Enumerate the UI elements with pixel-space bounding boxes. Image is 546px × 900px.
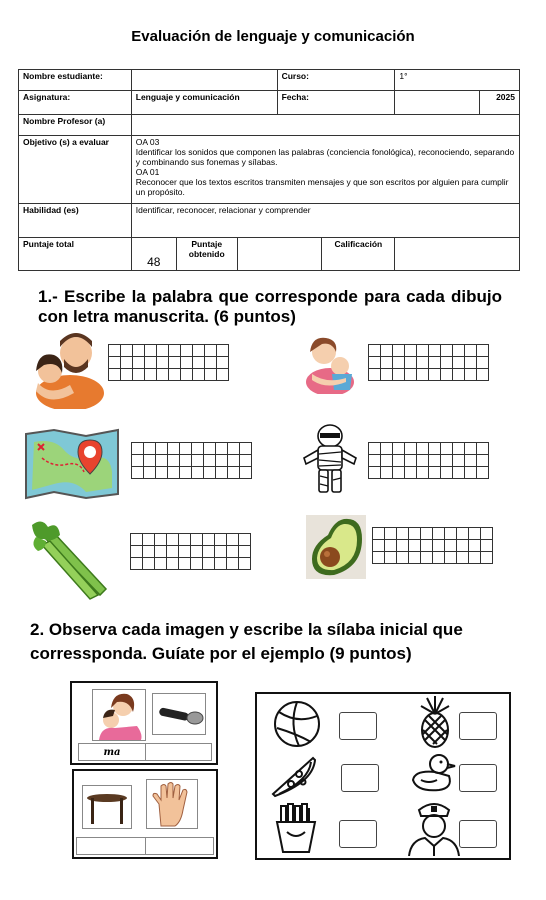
syllable-answer-box[interactable] [146,744,211,760]
grade-field[interactable] [395,238,520,271]
grid-cell[interactable] [215,546,227,558]
grid-cell[interactable] [192,455,204,467]
grid-cell[interactable] [409,528,421,540]
objective-text-1: Identificar los sonidos que componen las palabras (conciencia fonológica), reconociendo, separando y combinando sus fonemas y sílabas. [135,147,515,167]
grid-cell[interactable] [453,345,465,357]
grid-cell[interactable] [133,357,145,369]
grid-cell[interactable] [405,369,417,381]
objective-label: Objetivo (s) a evaluar [19,136,132,204]
grid-cell[interactable] [239,558,251,570]
student-info-table [18,69,520,271]
writing-grid[interactable] [368,442,489,479]
celery-icon [28,515,112,601]
grid-cell[interactable] [167,546,179,558]
grid-cell[interactable] [441,443,453,455]
syllable-answer-box[interactable] [339,820,377,848]
grid-cell[interactable] [465,455,477,467]
grid-cell[interactable] [191,558,203,570]
grid-cell[interactable] [405,357,417,369]
grid-cell[interactable] [397,528,409,540]
grid-cell[interactable] [381,443,393,455]
grid-cell[interactable] [203,534,215,546]
grid-cell[interactable] [167,534,179,546]
grid-cell[interactable] [155,546,167,558]
obtained-score-label: Puntaje obtenido [177,238,238,270]
grid-cell[interactable] [144,467,156,479]
syllable-answer-box[interactable] [77,838,146,854]
grid-cell[interactable] [369,443,381,455]
grid-cell[interactable] [369,357,381,369]
grid-cell[interactable] [465,467,477,479]
grid-cell[interactable] [239,534,251,546]
grid-cell[interactable] [215,558,227,570]
grid-cell[interactable] [145,345,157,357]
grid-cell[interactable] [228,455,240,467]
grid-cell[interactable] [393,455,405,467]
grid-cell[interactable] [469,528,481,540]
ball-icon [271,698,323,750]
grid-cell[interactable] [381,357,393,369]
grid-cell[interactable] [143,534,155,546]
grid-cell[interactable] [417,345,429,357]
grid-cell[interactable] [131,534,143,546]
grid-cell[interactable] [429,443,441,455]
grid-cell[interactable] [240,443,252,455]
grid-cell[interactable] [421,528,433,540]
grid-cell[interactable] [481,540,493,552]
syllable-answer-box[interactable] [339,712,377,740]
grid-cell[interactable] [144,455,156,467]
grade-label: Calificación [334,239,383,249]
total-score-value: 48 [132,238,177,270]
hand-icon [147,780,197,828]
grid-cell[interactable] [216,467,228,479]
grid-cell[interactable] [181,357,193,369]
grid-cell[interactable] [369,455,381,467]
grid-cell[interactable] [192,467,204,479]
grid-cell[interactable] [240,467,252,479]
grid-cell[interactable] [477,357,489,369]
grid-cell[interactable] [429,467,441,479]
mummy-icon [302,424,358,494]
grid-cell[interactable] [132,455,144,467]
grid-cell[interactable] [144,443,156,455]
grid-cell[interactable] [417,443,429,455]
fries-icon [273,802,319,854]
syllable-answer-box[interactable] [146,838,213,854]
grid-cell[interactable] [181,345,193,357]
grid-cell[interactable] [131,558,143,570]
syllable-answer-box[interactable] [459,820,497,848]
grid-cell[interactable] [193,345,205,357]
grid-cell[interactable] [441,455,453,467]
example-card [70,681,218,765]
grid-cell[interactable] [203,546,215,558]
grid-cell[interactable] [373,528,385,540]
skills-label: Habilidad (es) [19,204,132,238]
grid-cell[interactable] [215,534,227,546]
grid-cell[interactable] [417,369,429,381]
total-score-label: Puntaje total [19,238,132,271]
grid-cell[interactable] [477,345,489,357]
objective-code-2: OA 01 [135,167,160,177]
teacher-label: Nombre Profesor (a) [19,115,132,136]
grid-cell[interactable] [397,540,409,552]
grid-cell[interactable] [168,455,180,467]
year-value: 2025 [480,91,520,115]
skills-value: Identificar, reconocer, relacionar y comprender [131,204,519,238]
microphone-icon [153,694,205,734]
grid-cell[interactable] [180,467,192,479]
grid-cell[interactable] [179,534,191,546]
grid-cell[interactable] [227,534,239,546]
grid-cell[interactable] [417,357,429,369]
grid-cell[interactable] [393,345,405,357]
grid-cell[interactable] [477,369,489,381]
mother-child-icon [93,690,145,740]
writing-grid[interactable] [372,527,493,564]
grid-cell[interactable] [168,443,180,455]
table-icon [83,786,131,828]
duck-icon [409,750,459,796]
grid-cell[interactable] [429,345,441,357]
grid-cell[interactable] [417,455,429,467]
grid-cell[interactable] [217,369,229,381]
syllable-answer-box[interactable] [459,712,497,740]
objective-code-1: OA 03 [135,137,160,147]
grid-cell[interactable] [157,357,169,369]
grid-cell[interactable] [193,369,205,381]
grid-cell[interactable] [369,345,381,357]
grid-cell[interactable] [385,552,397,564]
grid-cell[interactable] [203,558,215,570]
grid-cell[interactable] [429,455,441,467]
grid-cell[interactable] [179,546,191,558]
grid-cell[interactable] [421,552,433,564]
grid-cell[interactable] [405,467,417,479]
grid-cell[interactable] [445,540,457,552]
grid-cell[interactable] [465,357,477,369]
grid-cell[interactable] [453,455,465,467]
syllable-exercise-card [255,692,511,860]
syllable-answer-box[interactable] [341,764,379,792]
grid-cell[interactable] [453,443,465,455]
grid-cell[interactable] [145,357,157,369]
grid-cell[interactable] [433,552,445,564]
grid-cell[interactable] [156,467,168,479]
grid-cell[interactable] [453,467,465,479]
grid-cell[interactable] [193,357,205,369]
grid-cell[interactable] [240,455,252,467]
grid-cell[interactable] [204,467,216,479]
grid-cell[interactable] [481,528,493,540]
grid-cell[interactable] [445,528,457,540]
grid-cell[interactable] [409,552,421,564]
grid-cell[interactable] [373,540,385,552]
question-1: 1.- Escribe la palabra que corresponde para cada dibujo con letra manuscrita. (6 puntos) [38,287,502,326]
writing-grid[interactable] [130,533,251,570]
grid-cell[interactable] [180,443,192,455]
grid-cell[interactable] [109,345,121,357]
grid-cell[interactable] [191,546,203,558]
grid-cell[interactable] [441,369,453,381]
course-label: Curso: [277,70,395,91]
grid-cell[interactable] [441,357,453,369]
grid-cell[interactable] [156,443,168,455]
mother-with-baby-icon [302,334,360,394]
grid-cell[interactable] [481,552,493,564]
grid-cell[interactable] [429,369,441,381]
grid-cell[interactable] [205,369,217,381]
grid-cell[interactable] [421,540,433,552]
grid-cell[interactable] [156,455,168,467]
grid-cell[interactable] [169,345,181,357]
grid-cell[interactable] [477,467,489,479]
grid-cell[interactable] [417,467,429,479]
grid-cell[interactable] [180,455,192,467]
grid-cell[interactable] [381,345,393,357]
grid-cell[interactable] [157,369,169,381]
page-title: Evaluación de lenguaje y comunicación [131,28,415,45]
grid-cell[interactable] [131,546,143,558]
subject-label: Asignatura: [19,91,132,115]
grid-cell[interactable] [169,369,181,381]
grid-cell[interactable] [192,443,204,455]
grid-cell[interactable] [409,540,421,552]
grid-cell[interactable] [477,443,489,455]
grid-cell[interactable] [393,369,405,381]
grid-cell[interactable] [167,558,179,570]
grid-cell[interactable] [457,552,469,564]
grid-cell[interactable] [132,443,144,455]
question-2: 2. Observa cada imagen y escribe la sílaba inicial que corressponda. Guíate por el ejemplo (9 puntos) [30,620,463,663]
grid-cell[interactable] [453,357,465,369]
map-icon [24,428,120,500]
grid-cell[interactable] [143,558,155,570]
grid-cell[interactable] [109,369,121,381]
objective-content [131,136,519,204]
grid-cell[interactable] [121,357,133,369]
teacher-field[interactable] [131,115,519,136]
grid-cell[interactable] [445,552,457,564]
avocado-icon [306,515,366,579]
grid-cell[interactable] [405,345,417,357]
grid-cell[interactable] [405,443,417,455]
grid-cell[interactable] [109,357,121,369]
grid-cell[interactable] [217,345,229,357]
grid-cell[interactable] [216,443,228,455]
writing-grid[interactable] [131,442,252,479]
objective-text-2: Reconocer que los textos escritos transmiten mensajes y que son escritos por alguien para cumplir un propósito. [135,177,509,197]
student-name-label: Nombre estudiante: [19,70,132,91]
grid-cell[interactable] [168,467,180,479]
grid-cell[interactable] [169,357,181,369]
grid-cell[interactable] [181,369,193,381]
grid-cell[interactable] [157,345,169,357]
grid-cell[interactable] [393,467,405,479]
grid-cell[interactable] [457,528,469,540]
subject-value: Lenguaje y comunicación [131,91,277,115]
grid-cell[interactable] [433,528,445,540]
grid-cell[interactable] [469,552,481,564]
grid-cell[interactable] [405,455,417,467]
grid-cell[interactable] [381,369,393,381]
grid-cell[interactable] [155,534,167,546]
grid-cell[interactable] [179,558,191,570]
grid-cell[interactable] [205,345,217,357]
grid-cell[interactable] [204,455,216,467]
grid-cell[interactable] [239,546,251,558]
grid-cell[interactable] [204,443,216,455]
grid-cell[interactable] [385,540,397,552]
police-icon [403,798,465,856]
grid-cell[interactable] [133,345,145,357]
grid-cell[interactable] [457,540,469,552]
grid-cell[interactable] [373,552,385,564]
grid-cell[interactable] [205,357,217,369]
grid-cell[interactable] [465,345,477,357]
grid-cell[interactable] [393,443,405,455]
grid-cell[interactable] [145,369,157,381]
grid-cell[interactable] [217,357,229,369]
grid-cell[interactable] [155,558,167,570]
course-value[interactable]: 1° [395,70,520,91]
example-syllable: ma [79,744,146,760]
syllable-answer-box[interactable] [459,764,497,792]
grid-cell[interactable] [228,443,240,455]
grid-cell[interactable] [465,369,477,381]
grid-cell[interactable] [385,528,397,540]
grid-cell[interactable] [469,540,481,552]
pizza-icon [269,752,319,798]
example-card-2 [72,769,218,859]
grid-cell[interactable] [441,345,453,357]
grid-cell[interactable] [453,369,465,381]
grid-cell[interactable] [465,443,477,455]
obtained-score-field[interactable] [238,238,323,270]
grid-cell[interactable] [397,552,409,564]
grid-cell[interactable] [477,455,489,467]
grid-cell[interactable] [132,467,144,479]
grid-cell[interactable] [381,455,393,467]
grid-cell[interactable] [381,467,393,479]
grid-cell[interactable] [433,540,445,552]
grid-cell[interactable] [133,369,145,381]
student-name-field[interactable] [131,70,277,91]
grid-cell[interactable] [121,345,133,357]
pineapple-icon [415,694,455,750]
grid-cell[interactable] [441,467,453,479]
writing-grid[interactable] [108,344,229,381]
grid-cell[interactable] [429,357,441,369]
grid-cell[interactable] [216,455,228,467]
grid-cell[interactable] [227,558,239,570]
grid-cell[interactable] [393,357,405,369]
grid-cell[interactable] [228,467,240,479]
grid-cell[interactable] [369,467,381,479]
grid-cell[interactable] [227,546,239,558]
father-hugging-child-icon [30,327,108,409]
date-field[interactable] [395,91,480,115]
grid-cell[interactable] [191,534,203,546]
grid-cell[interactable] [121,369,133,381]
writing-grid[interactable] [368,344,489,381]
grid-cell[interactable] [143,546,155,558]
grid-cell[interactable] [369,369,381,381]
date-label: Fecha: [277,91,395,115]
